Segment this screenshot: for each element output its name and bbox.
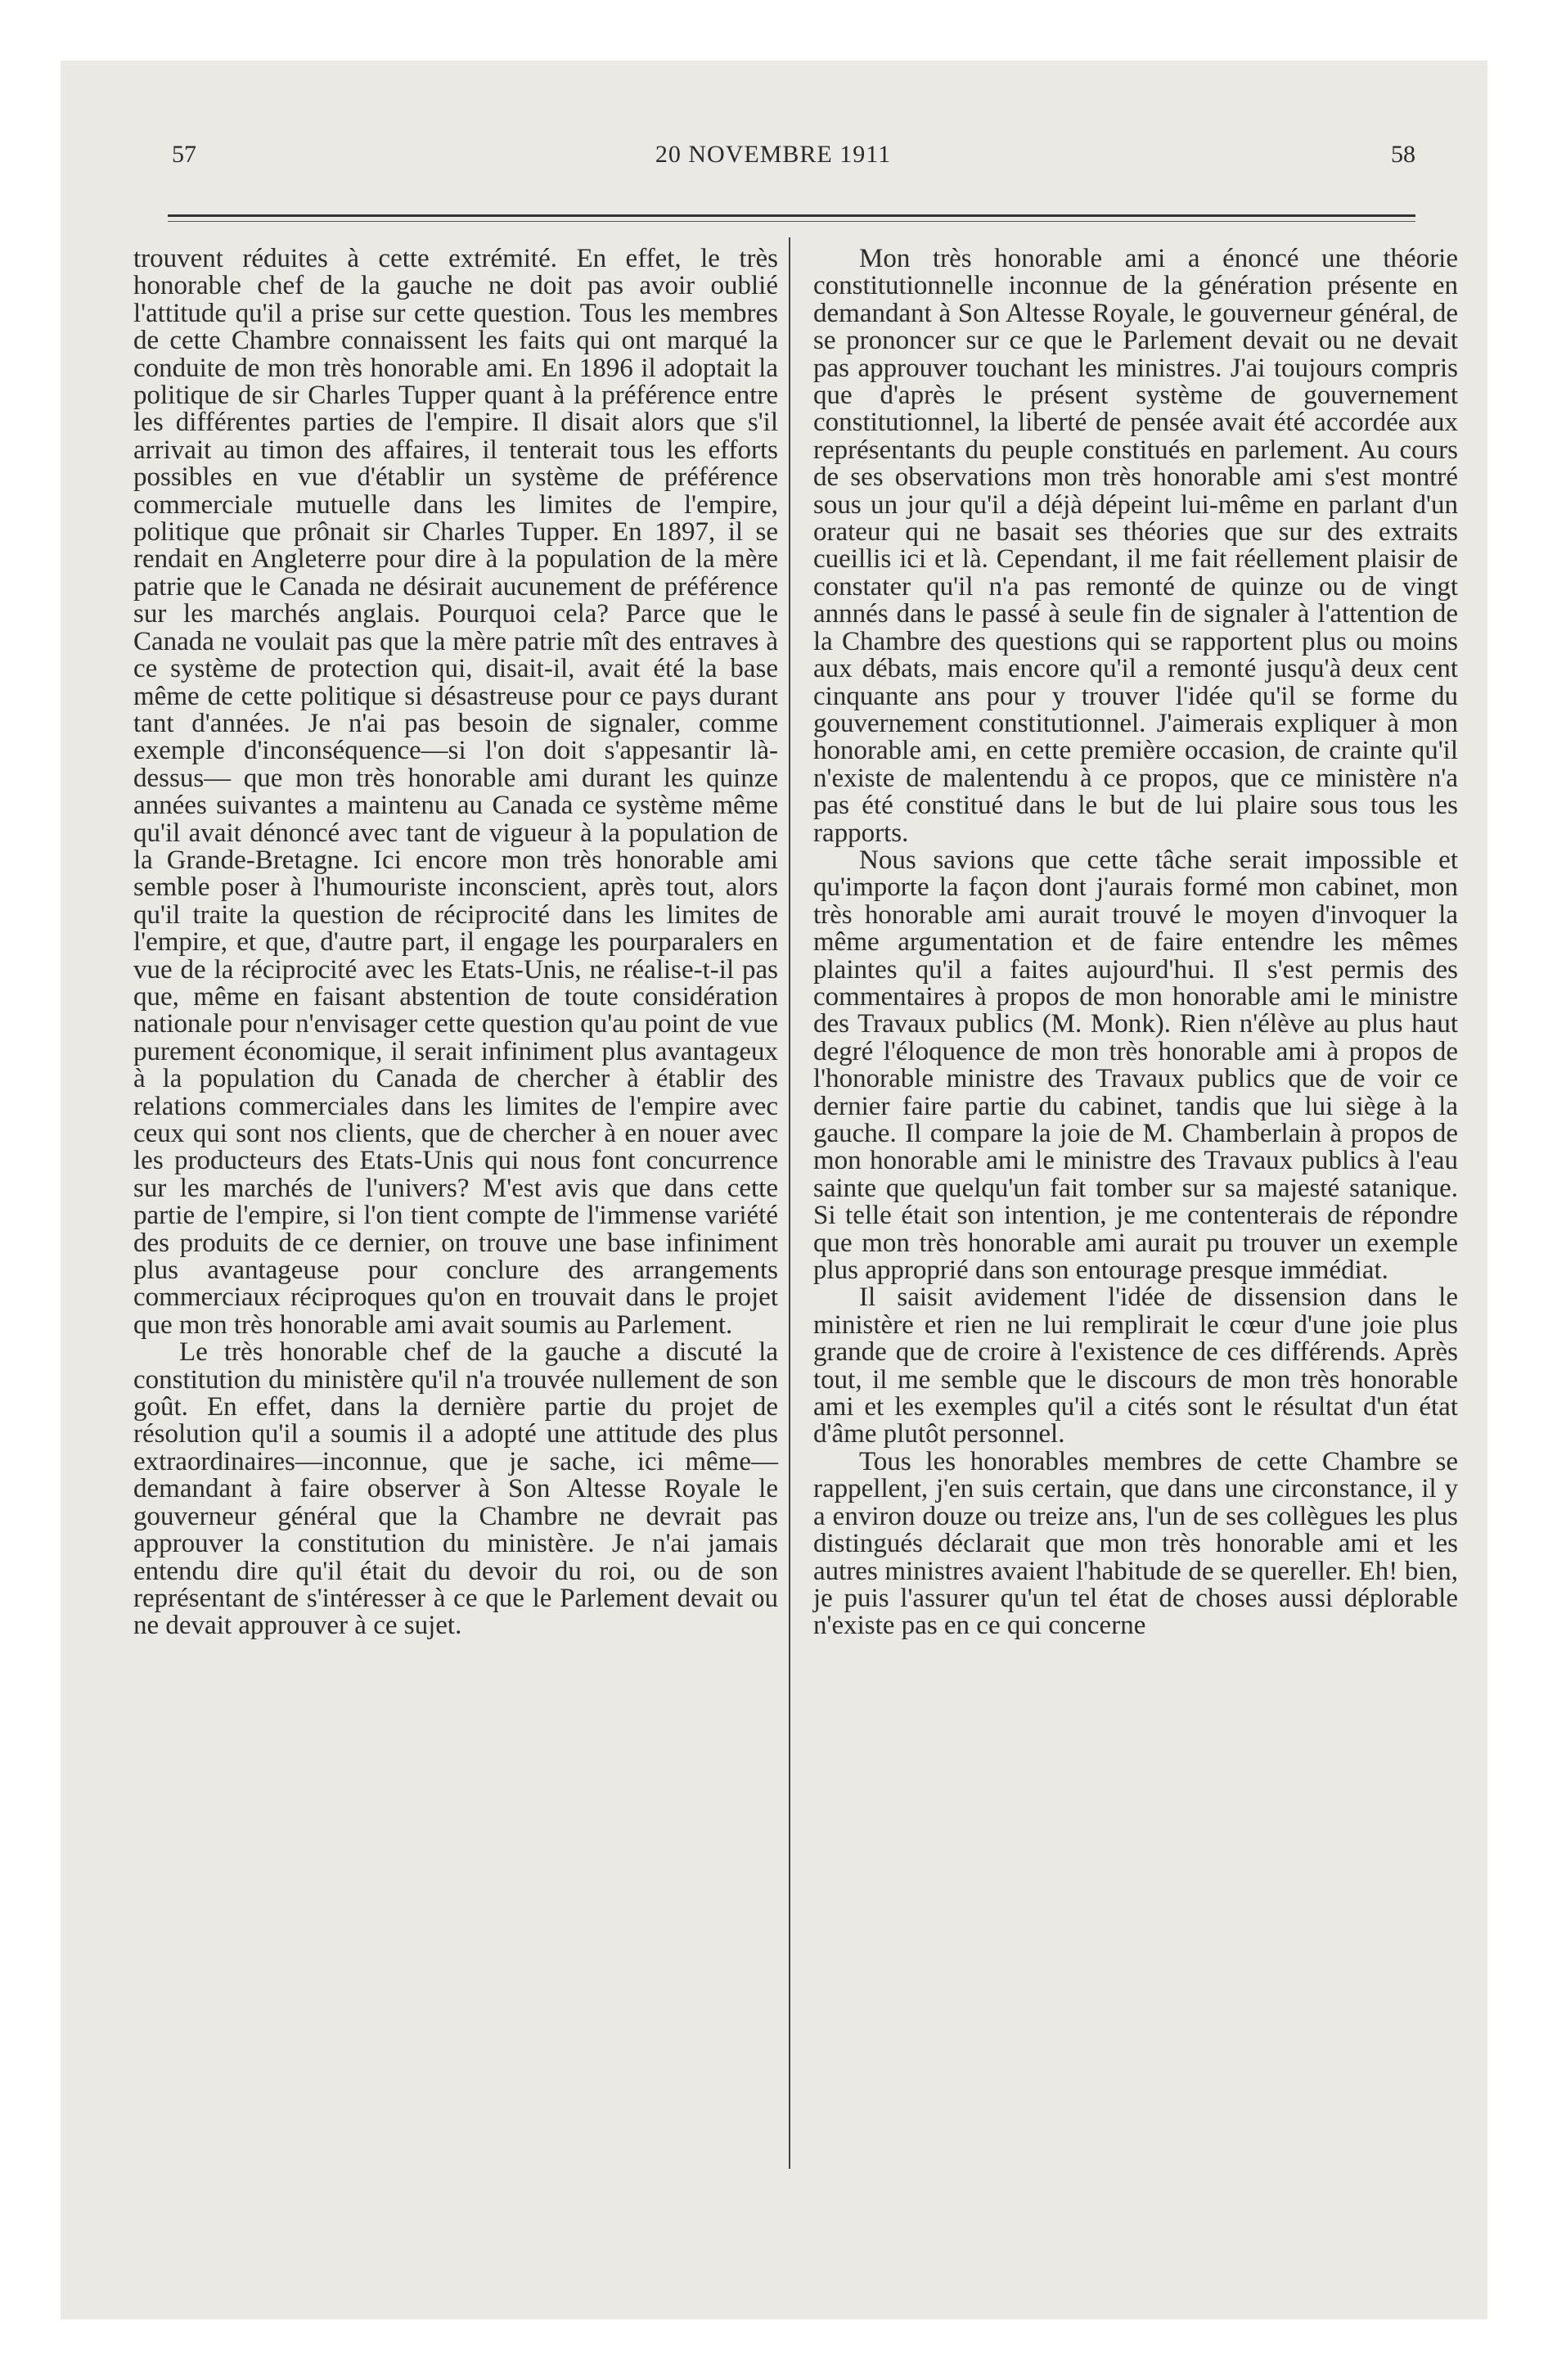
paragraph: trouvent réduites à cette extrémité. En effet, le très honorable chef de la gauche ne doit pas avoir oublié l'attitude qu'il a prise sur cette question. Tous les membres de cette Chambre connaissent les faits qui ont marqué la conduite de mon très honorable ami. En 1896 il adoptait la politique de sir Charles Tupper quant à la préférence entre les différentes parties de l'empire. Il disait alors que s'il arrivait au timon des affaires, il tenterait tous les efforts possibles en vue d'établir un système de préférence commerciale mutuelle dans les limites de l'empire, politique que prônait sir Charles Tupper. En 1897, il se rendait en Angleterre pour dire à la population de la mère patrie que le Canada ne désirait aucunement de préférence sur les marchés anglais. Pourquoi cela? Parce que le Canada ne voulait pas que la mère patrie mît des entraves à ce système de protection qui, disait-il, avait été la base même de cette politique si désastreuse pour ce pays durant tant d'années. Je n'ai pas besoin de signaler, comme exemple d'inconséquence—si l'on doit s'appesantir là-dessus— que mon très honorable ami durant les quinze années suivantes a maintenu au Canada ce système même qu'il avait dénoncé avec tant de vigueur à la population de la Grande-Bretagne. Ici encore mon très honorable ami semble poser à l'humouriste inconscient, après tout, alors qu'il traite la question de réciprocité dans les limites de l'empire, et que, d'autre part, il engage les pourparalers en vue de la réciprocité avec les Etats-Unis, ne réalise-t-il pas que, même en faisant abstention de toute considération nationale pour n'envisager cette question qu'au point de vue purement économique, il serait infiniment plus avantageux à la population du Canada de chercher à établir des relations commerciales dans les limites de l'empire avec ceux qui sont nos clients, que de chercher à en nouer avec les producteurs des Etats-Unis qui nous font concurrence sur les marchés de l'univers? M'est avis que dans cette partie de l'empire, si l'on tient compte de l'immense variété des produits de ce dernier, on trouve une base infiniment plus avantageuse pour conclure des arrangements commerciaux réciproques qu'on en trouvait dans le projet que mon très honorable ami avait soumis au Parlement. xyxy=(133,244,778,1340)
paragraph: Mon très honorable ami a énoncé une théorie constitutionnelle inconnue de la génération présente en demandant à Son Altesse Royale, le gouverneur général, de se prononcer sur ce que le Parlement devait ou ne devait pas approuver touchant les ministres. J'ai toujours compris que d'après le présent système de gouvernement constitutionnel, la liberté de pensée avait été accordée aux représentants du peuple constitués en parlement. Au cours de ses observations mon très honorable ami s'est montré sous un jour qu'il a déjà dépeint lui-même en parlant d'un orateur qui ne basait ses théories que sur des extraits cueillis ici et là. Cependant, il me fait réellement plaisir de constater qu'il n'a pas remonté de quinze ou de vingt annnés dans le passé à seule fin de signaler à l'attention de la Chambre des questions qui se rapportent plus ou moins aux débats, mais encore qu'il a remonté jusqu'à deux cent cinquante ans pour y trouver l'idée qu'il se forme du gouvernement constitutionnel. J'aimerais expliquer à mon honorable ami, en cette première occasion, de crainte qu'il n'existe de malentendu à ce propos, que ce ministère n'a pas été constitué dans le but de lui plaire sous tous les rapports. xyxy=(813,244,1458,848)
page-header xyxy=(123,141,1424,177)
header-rule-thin xyxy=(168,221,1415,222)
left-column xyxy=(133,246,778,1640)
column-divider xyxy=(789,237,790,2169)
paragraph: Tous les honorables membres de cette Chambre se rappellent, j'en suis certain, que dans une circonstance, il y a environ douze ou treize ans, l'un de ses collègues les plus distingués déclarait que mon très honorable ami et les autres ministres avaient l'habitude de se quereller. Eh! bien, je puis l'assurer qu'un tel état de choses aussi déplorable n'existe pas en ce qui concerne xyxy=(813,1446,1458,1641)
paragraph: Nous savions que cette tâche serait impossible et qu'importe la façon dont j'aurais formé mon cabinet, mon très honorable ami aurait trouvé le moyen d'invoquer la même argumentation et de faire entendre les mêmes plaintes qu'il a faites aujourd'hui. Il s'est permis des commentaires à propos de mon honorable ami le ministre des Travaux publics (M. Monk). Rien n'élève au plus haut degré l'éloquence de mon très honorable ami à propos de l'honorable ministre des Travaux publics que de voir ce dernier faire partie du cabinet, tandis que lui siège à la gauche. Il compare la joie de M. Chamberlain à propos de mon honorable ami le ministre des Travaux publics à l'eau sainte que quelqu'un fait tomber sur sa majesté satanique. Si telle était son intention, je me contenterais de répondre que mon très honorable ami aurait pu trouver un exemple plus approprié dans son entourage presque immédiat. xyxy=(813,845,1458,1286)
paragraph: Le très honorable chef de la gauche a discuté la constitution du ministère qu'il n'a trouvée nullement de son goût. En effet, dans la dernière partie du projet de résolution qu'il a soumis il a adopté une attitude des plus extraordinaires—inconnue, que je sache, ici même—demandant à faire observer à Son Altesse Royale le gouverneur général que la Chambre ne devrait pas approuver la constitution du ministère. Je n'ai jamais entendu dire qu'il était du devoir du roi, ou de son représentant de s'intéresser à ce que le Parlement devait ou ne devait approuver à ce sujet. xyxy=(133,1337,778,1641)
page-number-right: 58 xyxy=(1391,141,1415,168)
header-rule-thick xyxy=(168,214,1415,217)
paragraph: Il saisit avidement l'idée de dissension dans le ministère et rien ne lui remplirait le cœur d'une joie plus grande que de croire à l'existence de ces différends. Après tout, il me semble que le discours de mon très honorable ami et les exemples qu'il a cités sont le résultat d'un état d'âme plutôt personnel. xyxy=(813,1282,1458,1449)
session-date: 20 NOVEMBRE 1911 xyxy=(655,141,892,168)
right-column xyxy=(813,246,1458,1640)
page-number-left: 57 xyxy=(172,141,196,168)
